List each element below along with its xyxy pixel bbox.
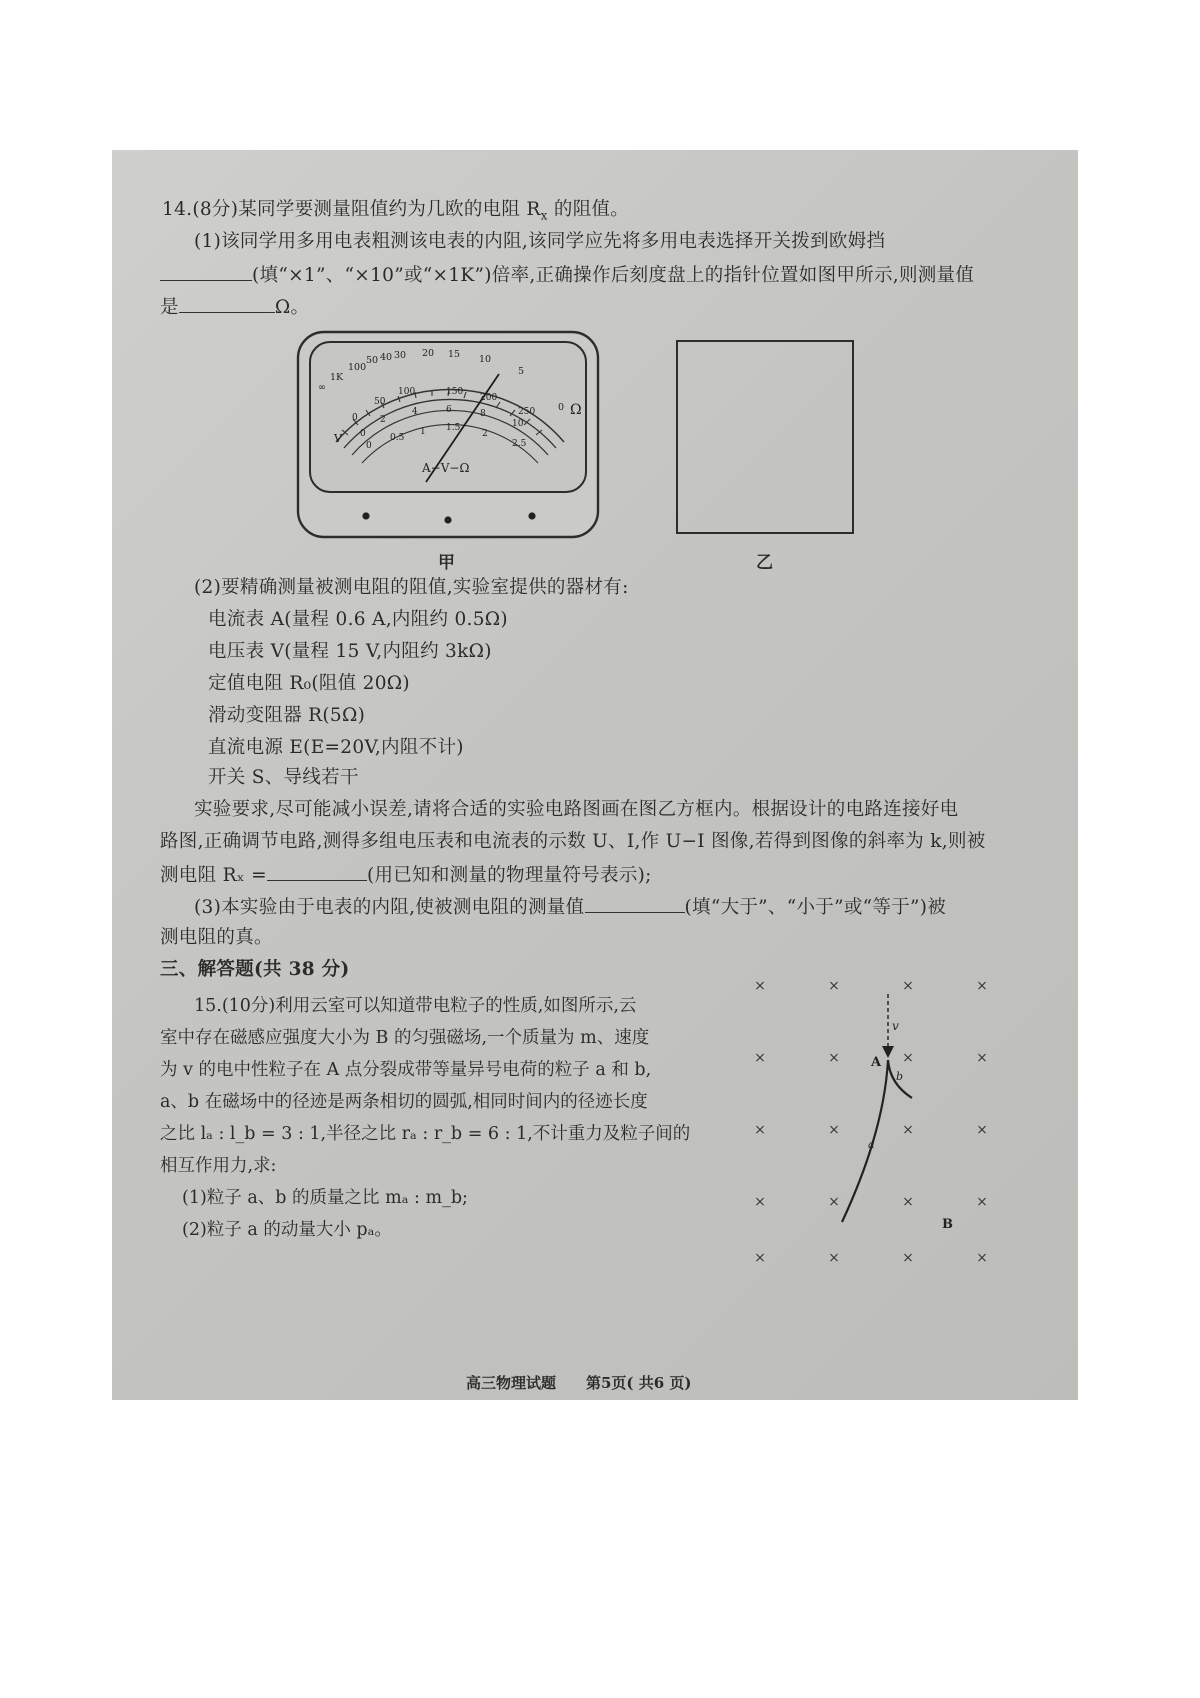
ohm-label-inf: ∞ [318, 382, 326, 393]
equipment-rheostat: 滑动变阻器 R(5Ω) [208, 705, 366, 726]
q15-sub2: (2)粒子 a 的动量大小 pₐ。 [182, 1220, 392, 1240]
q15-line-4: a、b 在磁场中的径迹是两条相切的圆弧,相同时间内的径迹长度 [160, 1092, 648, 1112]
field-cross-icon: × [902, 978, 914, 994]
dc-label-150: 150 [446, 387, 464, 397]
ac-label-25: 2.5 [512, 439, 527, 449]
v-label-6: 6 [446, 405, 452, 415]
ohm-label-15: 15 [448, 349, 461, 360]
ohm-label-10: 10 [479, 354, 492, 365]
field-cross-icon: × [754, 1194, 766, 1210]
field-cross-icon: × [976, 1050, 988, 1066]
q15-line-2: 室中存在磁感应强度大小为 B 的匀强磁场,一个质量为 m、速度 [160, 1028, 650, 1048]
ohm-label-30: 30 [394, 350, 407, 361]
footer-subject: 高三物理试题 [466, 1374, 557, 1392]
q14-title: 14.(8分)某同学要测量阻值约为几欧的电阻 $R_x$ 的阻值。 [162, 199, 630, 223]
equipment-ammeter: 电流表 A(量程 0.6 A,内阻约 0.5Ω) [208, 609, 508, 630]
dc-label-250: 250 [518, 407, 536, 417]
v-label-2: 2 [380, 415, 386, 425]
v-label-0: 0 [360, 429, 366, 439]
section3-heading: 三、解答题(共 38 分) [160, 959, 350, 980]
dc-label-0: 0 [352, 413, 358, 423]
terminal-left [362, 512, 369, 519]
field-cross-icon: × [754, 1250, 766, 1266]
equipment-fixed-resistor: 定值电阻 R₀(阻值 20Ω) [208, 673, 410, 694]
track-a [842, 1060, 888, 1222]
field-cross-icon: × [754, 1122, 766, 1138]
ohm-unit-label: Ω [570, 402, 582, 418]
field-cross-icon: × [828, 1050, 840, 1066]
ohm-label-20: 20 [422, 348, 435, 359]
ohm-label-50: 50 [366, 355, 379, 366]
ac-label-2: 2 [482, 429, 488, 439]
q15-line-1: 15.(10分)利用云室可以知道带电粒子的性质,如图所示,云 [194, 996, 637, 1016]
ohm-label-1k: 1K [330, 372, 344, 383]
point-a-label: A [871, 1055, 882, 1070]
q14-part1-line2: (填“×1”、“×10”或“×1K”)倍率,正确操作后刻度盘上的指针位置如图甲所示,则测量值 [160, 262, 974, 288]
field-cross-icon: × [828, 978, 840, 994]
field-cross-icon: × [754, 1050, 766, 1066]
v-label-8: 8 [480, 409, 486, 419]
velocity-label: v [892, 1019, 899, 1033]
answer-blank-rx[interactable] [267, 862, 367, 881]
field-cross-icon: × [902, 1194, 914, 1210]
v-label-10: 10 [512, 419, 524, 429]
q15-line-5: 之比 lₐ : l_b = 3 : 1,半径之比 rₐ : r_b = 6 : 1,不计重力及粒子间的 [160, 1124, 691, 1144]
q14-part1-line3: 是 Ω。 [160, 294, 309, 320]
q14-part2-line1: 实验要求,尽可能减小误差,请将合适的实验电路图画在图乙方框内。根据设计的电路连接好电 [194, 799, 959, 820]
field-cross-icon: × [976, 1122, 988, 1138]
q15-text [160, 990, 720, 1246]
meter-label: A−V−Ω [422, 461, 470, 475]
ac-label-1: 1 [420, 427, 426, 437]
field-cross-icon: × [902, 1122, 914, 1138]
field-b-label: B [942, 1217, 953, 1232]
answer-blank-range[interactable] [160, 262, 252, 281]
q14-part2-intro: (2)要精确测量被测电阻的阻值,实验室提供的器材有: [194, 577, 629, 598]
q14-part3-line1: (3)本实验由于电表的内阻,使被测电阻的测量值 (填“大于”、“小于”或“等于”)被 [194, 894, 946, 920]
q14-part2-line3: 测电阻 Rₓ = (用已知和测量的物理量符号表示); [160, 862, 652, 888]
figure-jia-caption: 甲 [438, 553, 455, 573]
ohm-label-5: 5 [518, 366, 525, 377]
answer-blank-compare[interactable] [585, 894, 685, 913]
field-cross-icon: × [828, 1122, 840, 1138]
field-cross-icon: × [828, 1194, 840, 1210]
v-label-4: 4 [412, 407, 418, 417]
dc-label-50: 50 [374, 397, 386, 407]
q15-line-3: 为 v 的电中性粒子在 A 点分裂成带等量异号电荷的粒子 a 和 b, [160, 1060, 652, 1080]
ac-label-15: 1.5 [446, 423, 461, 433]
equipment-voltmeter: 电压表 V(量程 15 V,内阻约 3kΩ) [208, 641, 492, 662]
field-cross-icon: × [754, 978, 766, 994]
field-cross-icon: × [976, 1250, 988, 1266]
ac-label-0: 0 [366, 441, 372, 451]
field-cross-icon: × [828, 1250, 840, 1266]
field-cross-icon: × [976, 978, 988, 994]
q15-sub1: (1)粒子 a、b 的质量之比 mₐ : m_b; [182, 1188, 468, 1208]
q14-part1-line1: (1)该同学用多用电表粗测该电表的内阻,该同学应先将多用电表选择开关拨到欧姆挡 [194, 231, 886, 252]
answer-blank-reading[interactable] [179, 294, 275, 313]
equipment-power-source: 直流电源 E(E=20V,内阻不计) [208, 737, 464, 758]
circuit-drawing-box[interactable] [676, 340, 854, 534]
q15-line-6: 相互作用力,求: [160, 1156, 277, 1176]
multimeter-figure [296, 330, 602, 540]
track-a-label: a [868, 1138, 875, 1151]
field-cross-icon: × [902, 1050, 914, 1066]
dc-label-200: 200 [480, 393, 498, 403]
ohm-label-40: 40 [380, 352, 393, 363]
ac-label-05: 0.5 [390, 433, 405, 443]
field-cross-icon: × [902, 1250, 914, 1266]
cloud-chamber-figure [748, 972, 1008, 1272]
terminal-right [528, 512, 535, 519]
ohm-label-0: 0 [558, 402, 565, 413]
terminal-middle [444, 516, 451, 523]
field-cross-icon: × [976, 1194, 988, 1210]
q14-part3-line2: 测电阻的真。 [160, 927, 273, 948]
figure-yi-caption: 乙 [756, 553, 773, 573]
track-b-label: b [896, 1070, 904, 1083]
velocity-arrow-icon [882, 1046, 894, 1058]
dc-label-100: 100 [398, 387, 416, 397]
equipment-switch: 开关 S、导线若干 [208, 767, 359, 788]
v-mark-label: V [334, 432, 342, 445]
footer-page-number: 第5页( 共6 页) [586, 1374, 692, 1392]
ohm-label-100: 100 [348, 362, 367, 373]
q14-part2-line2: 路图,正确调节电路,测得多组电压表和电流表的示数 U、I,作 U−I 图像,若得到图像的斜率为 k,则被 [160, 831, 986, 852]
